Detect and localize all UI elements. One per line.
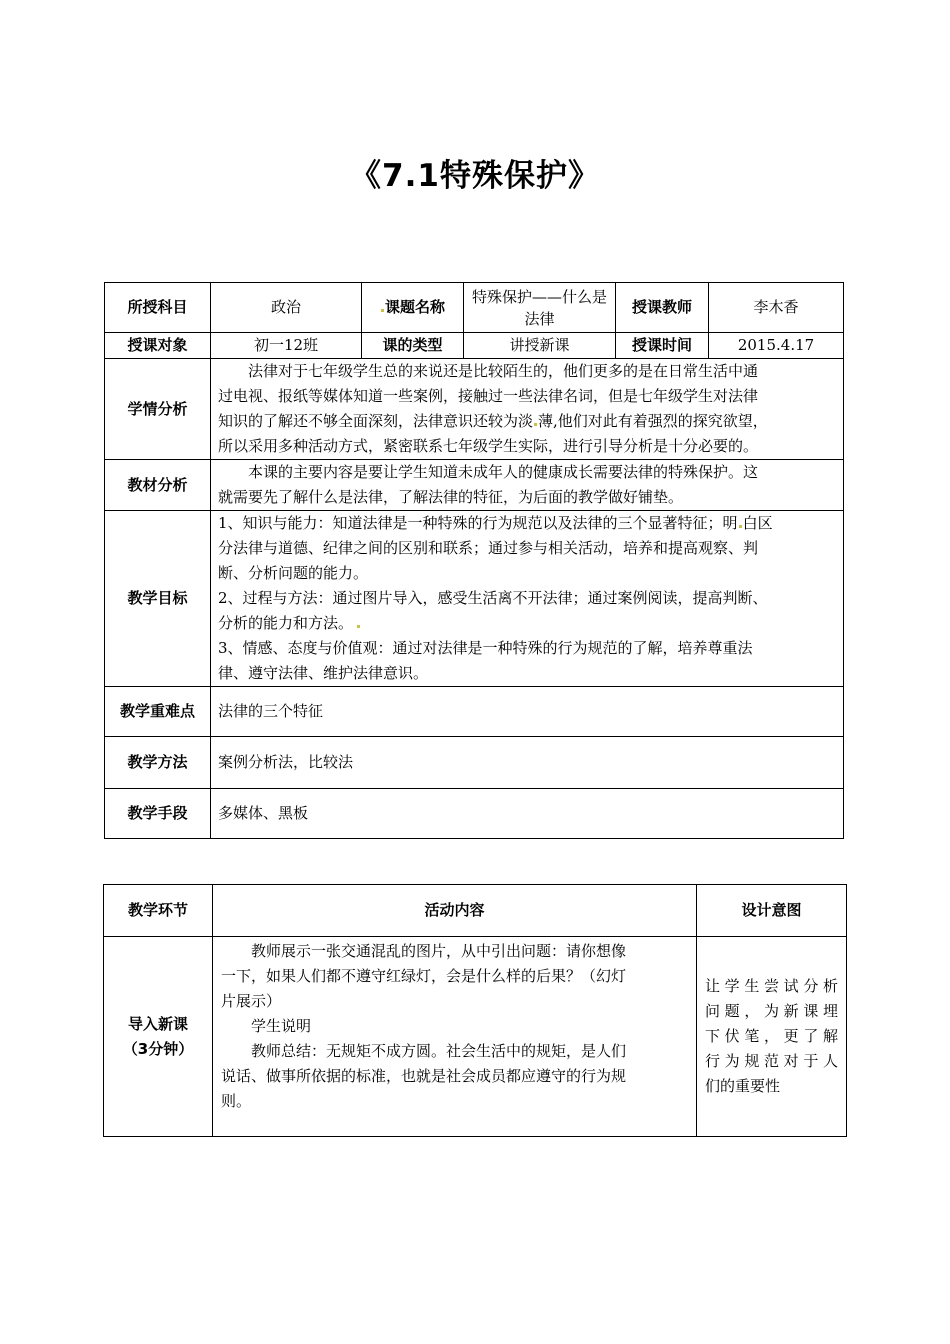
edit-mark-icon — [534, 423, 537, 426]
key-points-label: 教学重难点 — [105, 687, 211, 737]
teaching-method-value: 案例分析法，比较法 — [211, 737, 844, 789]
teaching-goals-label: 教学目标 — [105, 511, 211, 687]
stage-name: 导入新课 — [127, 1014, 188, 1033]
time-value: 2015.4.17 — [709, 333, 844, 359]
material-analysis-label: 教材分析 — [105, 460, 211, 511]
teaching-means-label: 教学手段 — [105, 789, 211, 839]
subject-value: 政治 — [211, 283, 362, 333]
key-points-value: 法律的三个特征 — [211, 687, 844, 737]
edit-mark-icon — [381, 309, 384, 312]
stage-cell — [104, 937, 213, 1137]
type-value: 讲授新课 — [464, 333, 616, 359]
header-stage: 教学环节 — [104, 885, 213, 937]
student-analysis-label: 学情分析 — [105, 359, 211, 460]
teacher-value: 李木香 — [709, 283, 844, 333]
teacher-label: 授课教师 — [616, 283, 709, 333]
edit-mark-icon — [739, 525, 742, 528]
stage-duration: （3分钟） — [122, 1039, 194, 1058]
teaching-goals-text: 1、知识与能力：知道法律是一种特殊的行为规范以及法律的三个显著特征；明 白区 分法律与道德、纪律之间的区别和联系；通过参与相关活动，培养和提高观察、判 断、分析问题的能力。 2、过程与方法：通过图片导入，感受生活离不开法律；通过案例阅读，提高判断、 分析的能力和方法。 3、情感、态度与价值观：通过对法律是一种特殊的行为规范的了解，培养尊重法 律、遵守法律、维护法律意识。 — [211, 511, 844, 687]
lesson-info-table — [104, 282, 844, 839]
time-label: 授课时间 — [616, 333, 709, 359]
header-activity: 活动内容 — [213, 885, 697, 937]
class-label: 授课对象 — [105, 333, 211, 359]
class-value: 初一12班 — [211, 333, 362, 359]
subject-label: 所授科目 — [105, 283, 211, 333]
teaching-process-table — [103, 884, 847, 1137]
teaching-means-value: 多媒体、黑板 — [211, 789, 844, 839]
header-intent: 设计意图 — [697, 885, 847, 937]
edit-mark-icon — [357, 625, 360, 628]
student-analysis-text: 法律对于七年级学生总的来说还是比较陌生的，他们更多的是在日常生活中通 过电视、报纸等媒体知道一些案例，接触过一些法律名词，但是七年级学生对法律 知识的了解还不够全面深刻，法律意识还较为淡 薄,他们对此有着强烈的探究欲望， 所以采用多种活动方式，紧密联系七年级学生实际，进行引导分析是十分必要的。 — [211, 359, 844, 460]
design-intent: 让学生尝试分析 问题，为新课埋 下伏笔，更了解 行为规范对于人 们的重要性 — [697, 937, 847, 1137]
lesson-value: 特殊保护——什么是法律 — [464, 283, 616, 333]
lesson-label: 课题名称 — [362, 283, 464, 333]
type-label: 课的类型 — [362, 333, 464, 359]
activity-content: 教师展示一张交通混乱的图片，从中引出问题：请你想像 一下，如果人们都不遵守红绿灯，会是什么样的后果？（幻灯 片展示） 学生说明 教师总结：无规矩不成方圆。社会生活中的规矩，是人们 说话、做事所依据的标准，也就是社会成员都应遵守的行为规 则。 — [213, 937, 697, 1137]
document-title: 《7.1特殊保护》 — [350, 158, 600, 194]
teaching-method-label: 教学方法 — [105, 737, 211, 789]
material-analysis-text: 本课的主要内容是要让学生知道未成年人的健康成长需要法律的特殊保护。这 就需要先了解什么是法律，了解法律的特征，为后面的教学做好铺垫。 — [211, 460, 844, 511]
